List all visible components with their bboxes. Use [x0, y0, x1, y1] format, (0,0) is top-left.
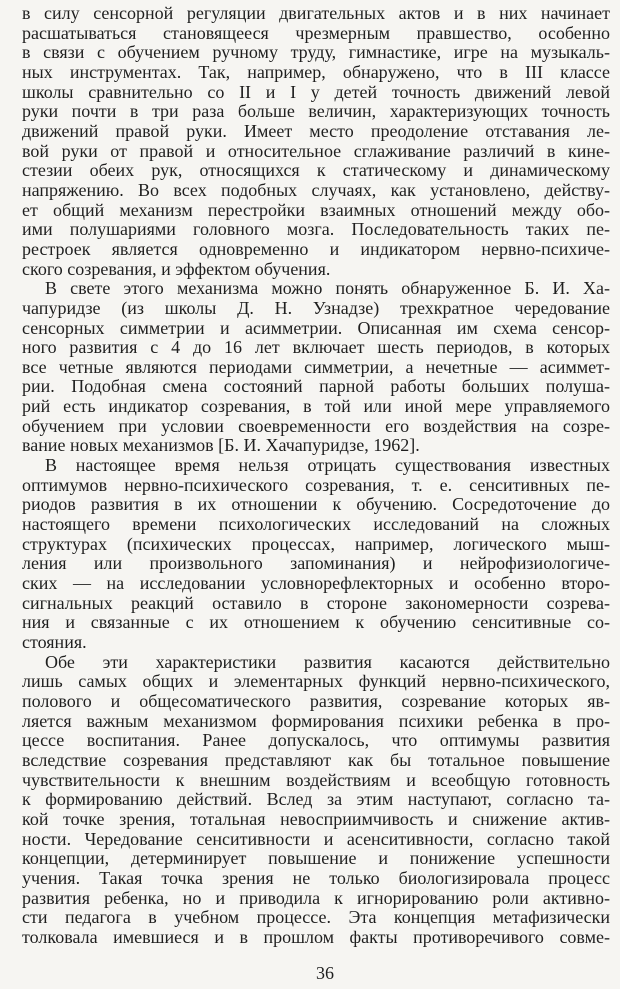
text-line: сти педагога в учебном процессе. Эта концепция метафизически — [22, 907, 610, 928]
text-line: обучением при условии своевременности его воздействия на созре- — [22, 415, 610, 436]
text-line: В настоящее время нельзя отрицать существования известных — [45, 455, 610, 476]
text-line: сенсорных симметрии и асимметрии. Описанная им схема сенсор- — [22, 317, 610, 338]
text-line: рии. Подобная смена состояний парной работы больших полуша- — [22, 376, 610, 397]
text-line: ных инструментах. Так, например, обнаружено, что в III классе — [22, 61, 610, 82]
text-line: в связи с обучением ручному труду, гимнастике, игре на музыкаль- — [22, 42, 610, 63]
text-line: оптимумов нервно-психического созревания, т. е. сенситивных пе- — [22, 474, 610, 495]
text-line: чапуридзе (из школы Д. Н. Узнадзе) трехкратное чередование — [22, 297, 610, 318]
paragraph-4 — [22, 653, 610, 948]
text-line: Обе эти характеристики развития касаются действительно — [45, 651, 610, 672]
text-line: стояния. — [22, 632, 87, 652]
text-line: цессе воспитания. Ранее допускалось, что оптимумы развития — [22, 730, 610, 751]
text-line: ского созревания, и эффектом обучения. — [22, 258, 331, 279]
text-line: рий есть индикатор созревания, в той или иной мере управляемого — [22, 396, 610, 417]
text-line: вследствие созревания представляют как бы тотальное повышение — [22, 749, 610, 770]
text-line: все четные являются периодами симметрии, а нечетные — асиммет- — [22, 356, 610, 377]
text-line: стезии обеих рук, относящихся к статическому и динамическому — [22, 160, 610, 181]
text-line: вой руки от правой и относительное сглаживание различий в кине- — [22, 140, 610, 161]
text-line: концепции, детерминирует повышение и понижение успешности — [22, 848, 610, 869]
text-line: полового и общесоматического развития, созревание которых яв- — [22, 690, 610, 711]
text-line: ет общий механизм перестройки взаимных отношений между обо- — [22, 199, 610, 220]
text-line: толковала имевшиеся и в прошлом факты противоречивого совме- — [22, 926, 610, 947]
text-line: ских — на исследовании условнорефлекторных и особенно второ- — [22, 573, 610, 594]
page-body-text — [22, 4, 610, 948]
text-line: вание новых механизмов [Б. И. Хачапуридзе, 1962]. — [22, 435, 420, 456]
text-line: в силу сенсорной регуляции двигательных актов и в них начинает — [22, 3, 610, 23]
text-line: школы сравнительно со II и I у детей точность движений левой — [22, 81, 610, 102]
text-line: расшатываться становящееся чрезмерным правшество, особенно — [22, 22, 610, 43]
text-line: настоящего времени психологических исследований на сложных — [22, 514, 610, 535]
text-line: ния и связанные с их отношением к обучению сенситивные со- — [22, 612, 610, 633]
text-line: рестроек является одновременно и индикатором нервно-психиче- — [22, 238, 610, 259]
text-line: сигнальных реакций оставило в стороне закономерности созрева- — [22, 592, 610, 613]
text-line: ления или произвольного запоминания) и нейрофизиологиче- — [22, 553, 610, 574]
text-line: структурах (психических процессах, например, логического мыш- — [22, 533, 610, 554]
text-line: развития ребенка, но и приводила к игнорированию роли активно- — [22, 887, 610, 908]
text-line: В свете этого механизма можно понять обнаруженное Б. И. Ха- — [45, 278, 610, 299]
text-line: руки почти в три раза больше величин, характеризующих точность — [22, 101, 610, 122]
paragraph-2 — [22, 279, 610, 456]
paragraph-3 — [22, 456, 610, 653]
text-line: чувствительности к внешним воздействиям и всеобщую готовность — [22, 769, 610, 790]
page-number: 36 — [316, 963, 334, 983]
text-line: к формированию действий. Вслед за этим наступают, согласно та- — [22, 789, 610, 810]
text-line: ими полушариями головного мозга. Последовательность таких пе- — [22, 219, 610, 240]
text-line: ности. Чередование сенситивности и асенситивности, согласно такой — [22, 828, 610, 849]
text-line: ного развития с 4 до 16 лет включает шесть периодов, в которых — [22, 337, 610, 358]
text-line: ляется важным механизмом формирования психики ребенка в про- — [22, 710, 610, 731]
paragraph-1 — [22, 4, 610, 279]
text-line: риодов развития в их отношении к обучению. Сосредоточение до — [22, 494, 610, 515]
text-line: лишь самых общих и элементарных функций нервно-психического, — [22, 671, 610, 692]
text-line: кой точке зрения, тотальная невосприимчивость и снижение актив- — [22, 808, 610, 829]
text-line: учения. Такая точка зрения не только биологизировала процесс — [22, 867, 610, 888]
text-line: движений правой руки. Имеет место преодоление отставания ле- — [22, 120, 610, 141]
text-line: напряжению. Во всех подобных случаях, как установлено, действу- — [22, 179, 610, 200]
